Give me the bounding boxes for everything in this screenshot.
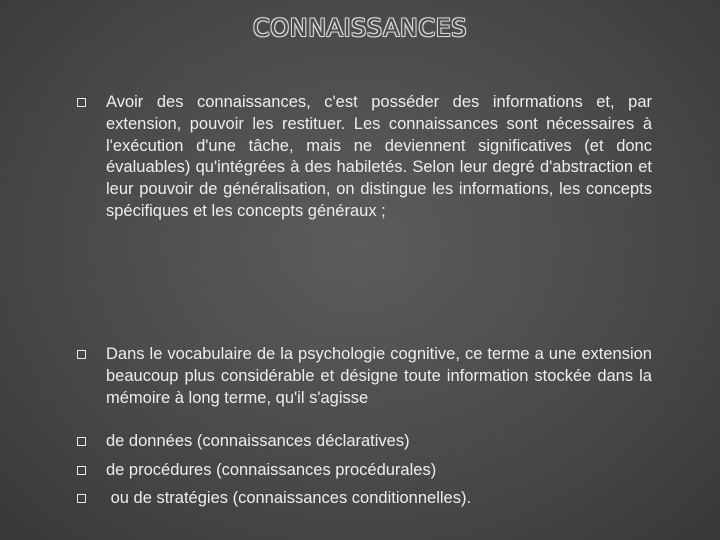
hollow-square-bullet-icon (77, 350, 86, 359)
hollow-square-bullet-icon (77, 466, 86, 475)
hollow-square-bullet-icon (77, 494, 86, 503)
bullet-text: Dans le vocabulaire de la psychologie cognitive, ce terme a une extension beaucoup plus considérable et désigne toute information stockée dans la mémoire à long terme, qu'il s'agisse (106, 345, 652, 407)
slide-title: CONNAISSANCES (253, 14, 467, 42)
hollow-square-bullet-icon (77, 437, 86, 446)
bullet-text: ou de stratégies (connaissances conditionnelles). (106, 489, 472, 507)
hollow-square-bullet-icon (77, 98, 86, 107)
bullet-text: de procédures (connaissances procédurales) (106, 461, 437, 479)
bullet-text: Avoir des connaissances, c'est posséder des informations et, par extension, pouvoir les restituer. Les connaissances sont nécessaires à l'exécution d'une tâche, mais ne deviennent significatives (et donc évaluables) qu'intégrées à des habiletés. Selon leur degré d'abstraction et leur pouvoir de généralisation, on distingue les informations, les concepts spécifiques et les concepts généraux ; (106, 93, 652, 220)
bullet-text: de données (connaissances déclaratives) (106, 432, 410, 450)
